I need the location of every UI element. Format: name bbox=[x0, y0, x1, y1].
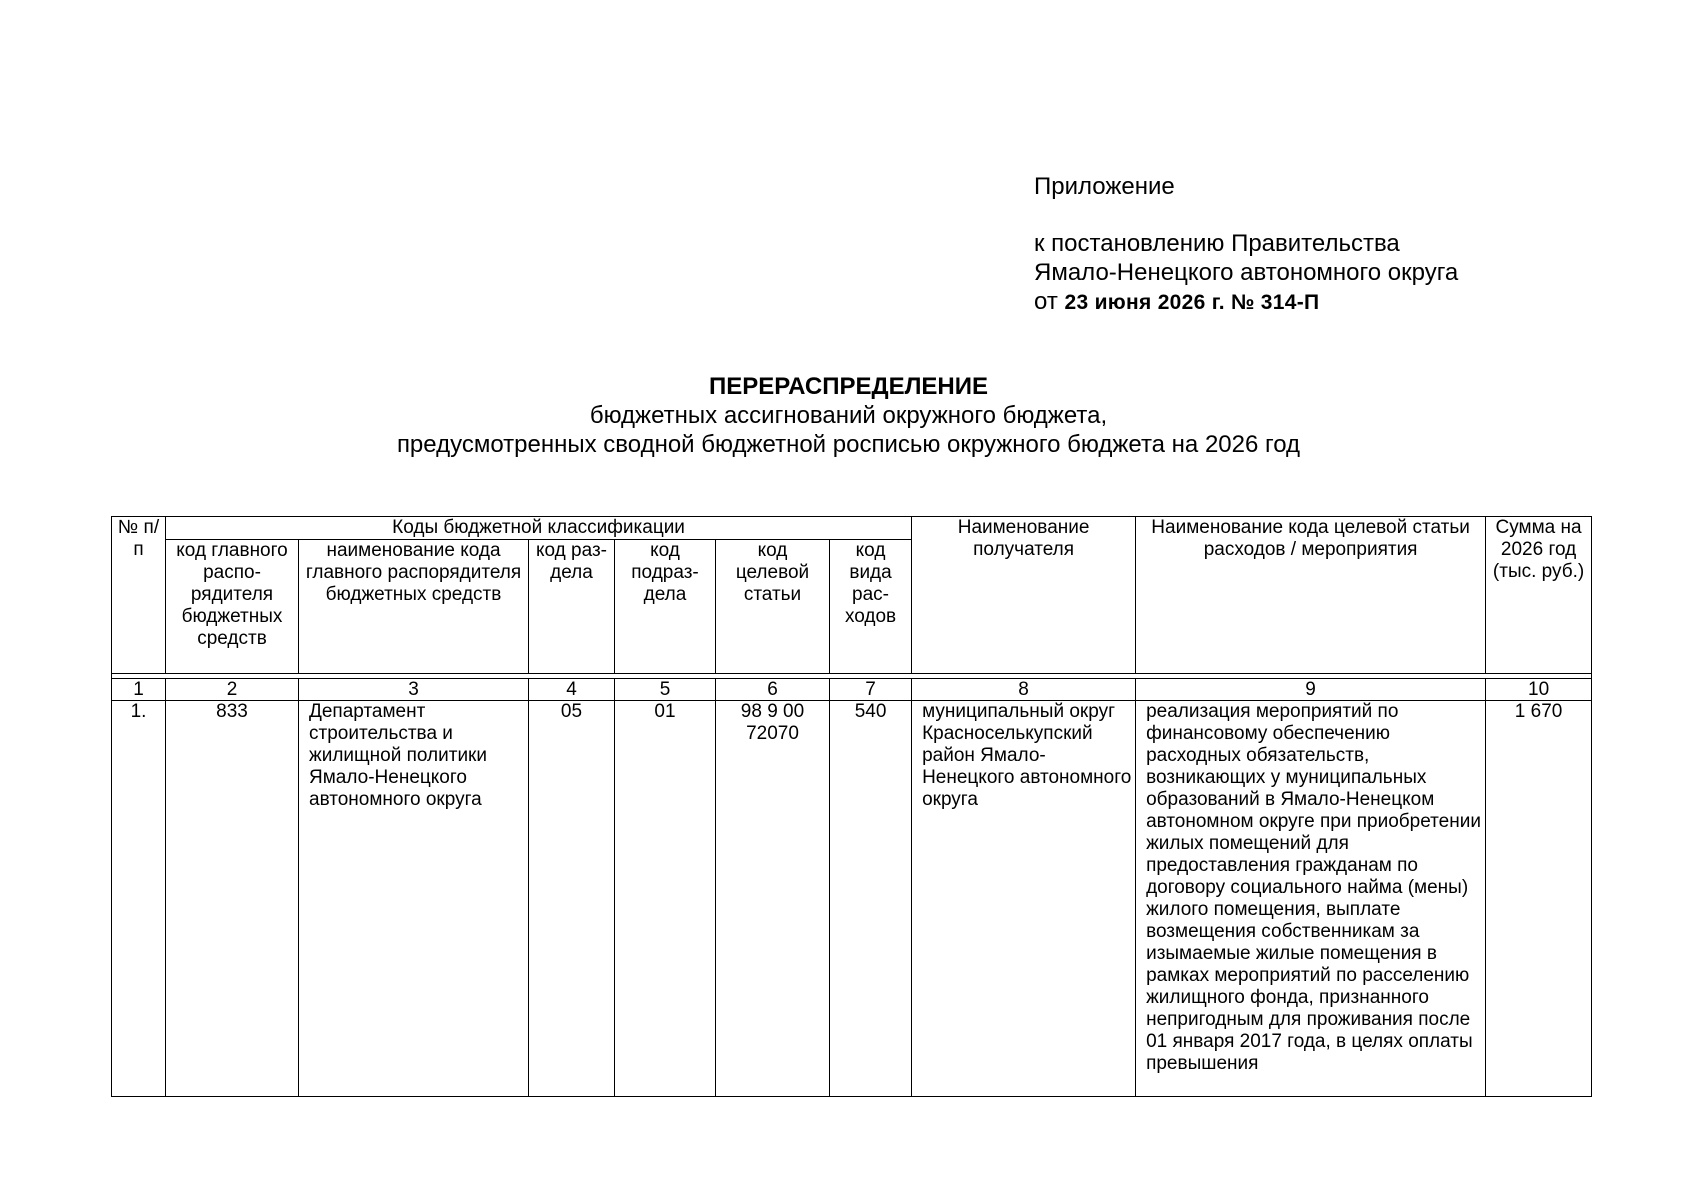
column-number: 6 bbox=[716, 679, 830, 701]
header-codes-group: Коды бюджетной классификации bbox=[166, 517, 912, 540]
cell-subsection: 01 bbox=[615, 701, 716, 1097]
cell-num: 1. bbox=[112, 701, 166, 1097]
header-num: № п/п bbox=[112, 517, 166, 674]
header-grbs-code: код главного распо-рядителя бюджетных средств bbox=[166, 540, 299, 674]
header-row-top bbox=[112, 517, 1592, 540]
appendix-date-prefix: от bbox=[1034, 288, 1058, 315]
column-number: 1 bbox=[112, 679, 166, 701]
budget-table bbox=[111, 516, 1592, 1097]
cell-sum: 1 670 bbox=[1486, 701, 1592, 1097]
cell-section: 05 bbox=[529, 701, 615, 1097]
appendix-line-1: к постановлению Правительства bbox=[1034, 230, 1400, 257]
header-subsection: код подраз-дела bbox=[615, 540, 716, 674]
appendix-date-line bbox=[1034, 287, 1634, 317]
header-recipient: Наименование получателя bbox=[912, 517, 1136, 674]
document-title: ПЕРЕРАСПРЕДЕЛЕНИЕ bbox=[708, 373, 989, 400]
header-target: код целевой статьи bbox=[716, 540, 830, 674]
header-section: код раз-дела bbox=[529, 540, 615, 674]
appendix-label: Приложение bbox=[1034, 173, 1175, 200]
cell-expense-type: 540 bbox=[830, 701, 912, 1097]
column-number: 5 bbox=[615, 679, 716, 701]
cell-grbs-code: 833 bbox=[166, 701, 299, 1097]
column-number: 10 bbox=[1486, 679, 1592, 701]
column-number: 7 bbox=[830, 679, 912, 701]
column-number: 3 bbox=[299, 679, 529, 701]
appendix-line-2: Ямало-Ненецкого автономного округа bbox=[1034, 259, 1459, 286]
header-target-name: Наименование кода целевой статьи расходов / мероприятия bbox=[1136, 517, 1486, 674]
column-number: 4 bbox=[529, 679, 615, 701]
document-heading bbox=[0, 372, 1697, 459]
appendix-date-value: 23 июня 2026 г. № 314-П bbox=[1064, 291, 1320, 314]
header-expense-type: код вида рас-ходов bbox=[830, 540, 912, 674]
document-subtitle-1: бюджетных ассигнований окружного бюджета, bbox=[589, 402, 1108, 429]
cell-target: 98 9 00 72070 bbox=[716, 701, 830, 1097]
document-subtitle-2: предусмотренных сводной бюджетной росписью окружного бюджета на 2026 год bbox=[396, 431, 1301, 458]
cell-target-name: реализация мероприятий по финансовому обеспечению расходных обязательств, возникающих у муниципальных образований в Ямало-Ненецком автономном округе при приобретении жилых помещений для предоставления гражданам по договору социального найма (мены) жилого помещения, выплате возмещения собственникам за изымаемые жилые помещения в рамках мероприятий по расселению жилищного фонда, признанного непригодным для проживания после 01 января 2017 года, в целях оплаты превышения bbox=[1136, 701, 1486, 1097]
column-number-row bbox=[112, 679, 1592, 701]
column-number: 2 bbox=[166, 679, 299, 701]
header-grbs-name: наименование кода главного распорядителя бюджетных средств bbox=[299, 540, 529, 674]
column-number: 8 bbox=[912, 679, 1136, 701]
cell-recipient: муниципальный округ Красноселькупский район Ямало-Ненецкого автономного округа bbox=[912, 701, 1136, 1097]
header-sum: Сумма на 2026 год (тыс. руб.) bbox=[1486, 517, 1592, 674]
column-number: 9 bbox=[1136, 679, 1486, 701]
cell-grbs-name: Департамент строительства и жилищной политики Ямало-Ненецкого автономного округа bbox=[299, 701, 529, 1097]
table-row bbox=[112, 701, 1592, 1097]
appendix-block bbox=[1034, 172, 1634, 317]
